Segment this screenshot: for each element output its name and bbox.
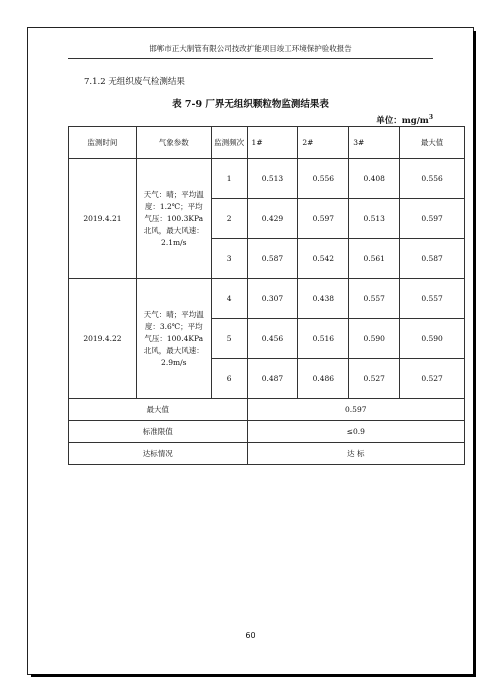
value-cell: 0.429 bbox=[247, 199, 298, 239]
freq-cell: 4 bbox=[211, 279, 247, 319]
summary-limit-label: 标准限值 bbox=[69, 421, 248, 443]
freq-cell: 3 bbox=[211, 239, 247, 279]
table-caption: 表 7-9 厂界无组织颗粒物监测结果表 bbox=[172, 99, 329, 110]
header-point-1: 1# bbox=[247, 127, 298, 159]
value-cell: 0.456 bbox=[247, 319, 298, 359]
page-header: 邯郸市正大制管有限公司技改扩能项目竣工环境保护验收报告 bbox=[68, 43, 433, 59]
freq-cell: 1 bbox=[211, 159, 247, 199]
value-cell: 0.542 bbox=[298, 239, 349, 279]
header-freq: 监测频次 bbox=[211, 127, 247, 159]
header-point-3: 3# bbox=[349, 127, 400, 159]
value-cell: 0.513 bbox=[349, 199, 400, 239]
header-weather: 气象参数 bbox=[136, 127, 211, 159]
date-cell: 2019.4.21 bbox=[69, 159, 137, 279]
value-cell: 0.486 bbox=[298, 359, 349, 399]
max-cell: 0.590 bbox=[400, 319, 465, 359]
value-cell: 0.438 bbox=[298, 279, 349, 319]
header-time: 监测时间 bbox=[69, 127, 137, 159]
summary-max-row bbox=[69, 399, 465, 421]
summary-status-value: 达 标 bbox=[247, 443, 464, 465]
max-cell: 0.527 bbox=[400, 359, 465, 399]
date-cell: 2019.4.22 bbox=[69, 279, 137, 399]
summary-limit-row bbox=[69, 421, 465, 443]
value-cell: 0.590 bbox=[349, 319, 400, 359]
value-cell: 0.516 bbox=[298, 319, 349, 359]
summary-max-label: 最大值 bbox=[69, 399, 248, 421]
value-cell: 0.561 bbox=[349, 239, 400, 279]
header-point-2: 2# bbox=[298, 127, 349, 159]
max-cell: 0.587 bbox=[400, 239, 465, 279]
section-heading: 7.1.2 无组织废气检测结果 bbox=[84, 77, 185, 87]
results-table bbox=[68, 126, 465, 465]
max-cell: 0.556 bbox=[400, 159, 465, 199]
max-cell: 0.597 bbox=[400, 199, 465, 239]
summary-status-row bbox=[69, 443, 465, 465]
weather-cell: 天气：晴；平均温 度：3.6℃；平均 气压：100.4KPa 北风，最大风速： 2.9m/s bbox=[136, 279, 211, 399]
value-cell: 0.557 bbox=[349, 279, 400, 319]
summary-status-label: 达标情况 bbox=[69, 443, 248, 465]
value-cell: 0.307 bbox=[247, 279, 298, 319]
table-row bbox=[69, 159, 465, 199]
summary-limit-value: ≤0.9 bbox=[247, 421, 464, 443]
freq-cell: 5 bbox=[211, 319, 247, 359]
header-max: 最大值 bbox=[400, 127, 465, 159]
freq-cell: 2 bbox=[211, 199, 247, 239]
unit-label: 单位：$mg/m^3$ bbox=[376, 114, 433, 126]
document-page bbox=[28, 28, 473, 674]
table-header-row bbox=[69, 127, 465, 159]
value-cell: 0.408 bbox=[349, 159, 400, 199]
value-cell: 0.556 bbox=[298, 159, 349, 199]
value-cell: 0.587 bbox=[247, 239, 298, 279]
value-cell: 0.527 bbox=[349, 359, 400, 399]
value-cell: 0.597 bbox=[298, 199, 349, 239]
summary-max-value: 0.597 bbox=[247, 399, 464, 421]
weather-cell: 天气：晴；平均温 度：1.2℃；平均 气压：100.3KPa 北风，最大风速： 2.1m/s bbox=[136, 159, 211, 279]
value-cell: 0.513 bbox=[247, 159, 298, 199]
table-row bbox=[69, 279, 465, 319]
value-cell: 0.487 bbox=[247, 359, 298, 399]
freq-cell: 6 bbox=[211, 359, 247, 399]
max-cell: 0.557 bbox=[400, 279, 465, 319]
page-number: 60 bbox=[245, 631, 256, 640]
